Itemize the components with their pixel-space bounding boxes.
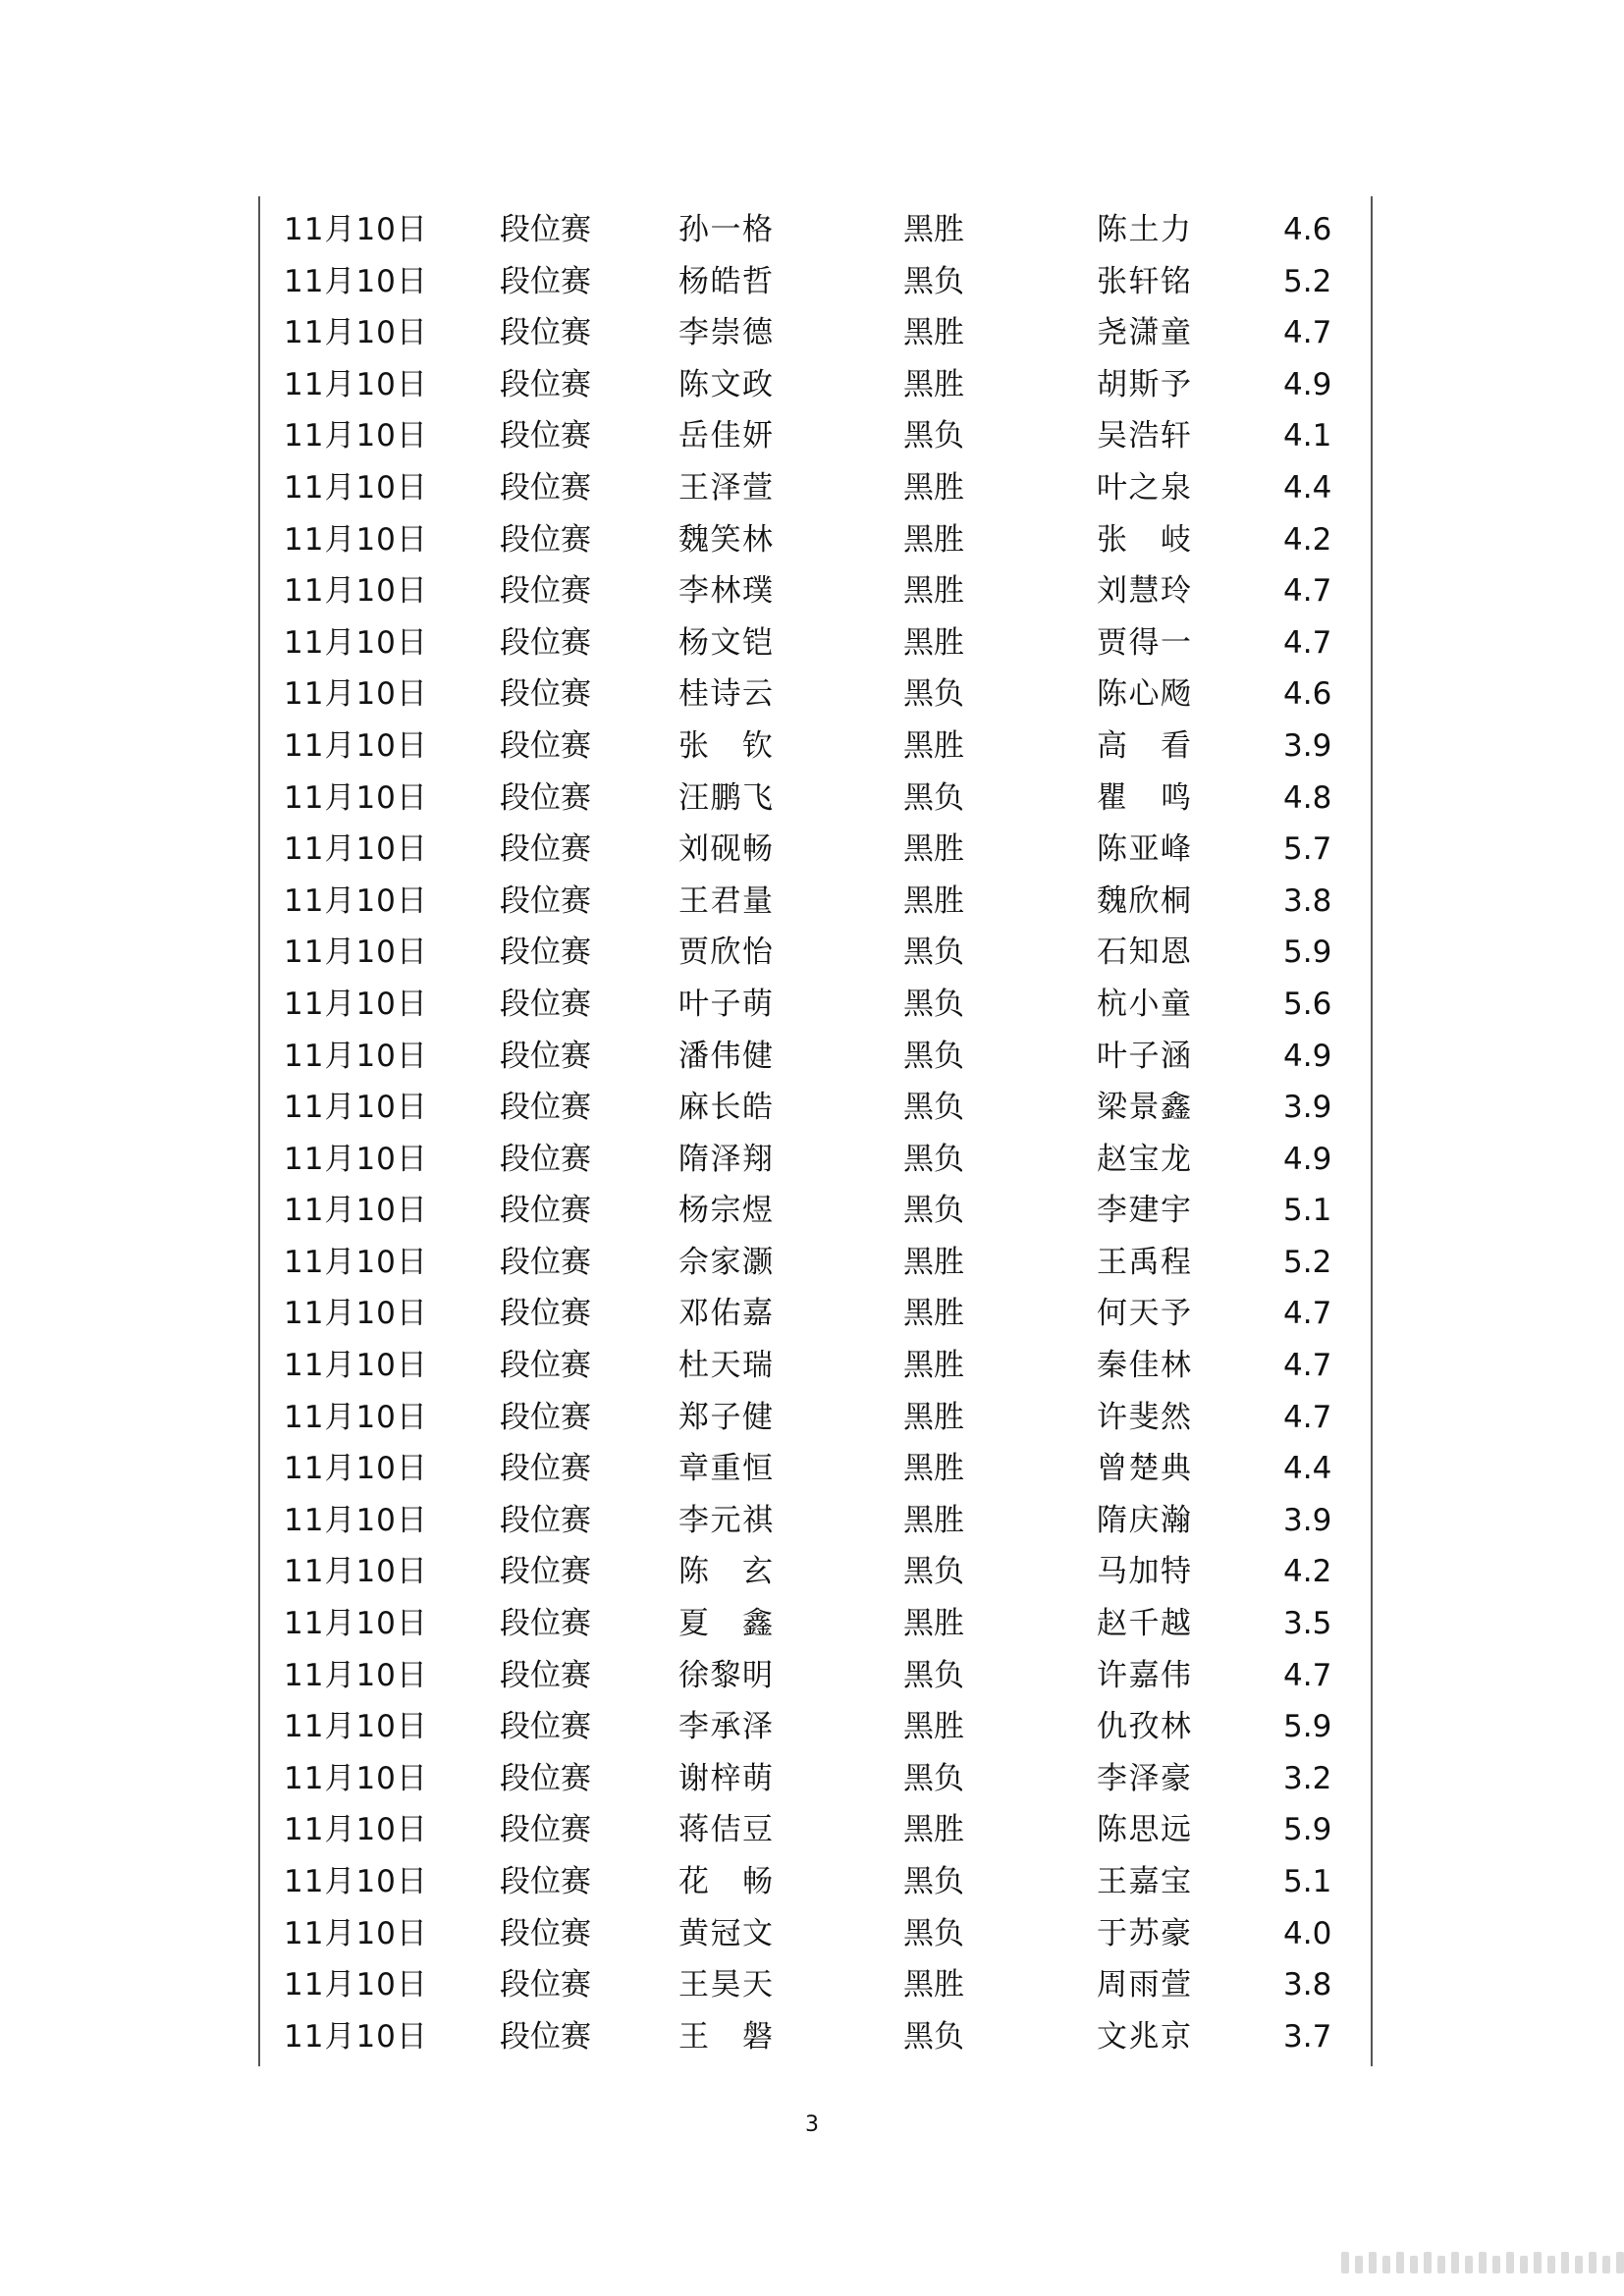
white-player: 王禹程 [1097, 1244, 1191, 1280]
match-date: 11月10日 [284, 986, 428, 1022]
black-player: 王昊天 [678, 1967, 773, 2003]
match-result: 黑胜 [903, 727, 964, 764]
match-score: 4.9 [1283, 1038, 1332, 1074]
white-player: 杭小童 [1097, 986, 1191, 1022]
match-score: 4.7 [1283, 1399, 1332, 1435]
match-type: 段位赛 [500, 1915, 591, 1951]
table-row [260, 876, 1371, 928]
table-row [260, 1959, 1371, 2011]
match-score: 4.6 [1283, 676, 1332, 713]
match-result: 黑胜 [903, 521, 964, 558]
match-date: 11月10日 [284, 676, 428, 713]
white-player: 叶之泉 [1097, 469, 1191, 506]
match-score: 4.7 [1283, 624, 1332, 661]
match-score: 4.4 [1283, 1451, 1332, 1487]
match-score: 3.9 [1283, 727, 1332, 764]
match-type: 段位赛 [500, 624, 591, 661]
match-score: 5.9 [1283, 1709, 1332, 1745]
match-type: 段位赛 [500, 1606, 591, 1642]
match-type: 段位赛 [500, 573, 591, 610]
results-table-body [260, 204, 1371, 2062]
match-type: 段位赛 [500, 1864, 591, 1899]
match-type: 段位赛 [500, 1967, 591, 2003]
table-row [260, 1908, 1371, 1960]
match-result: 黑胜 [903, 1244, 964, 1280]
match-date: 11月10日 [284, 1090, 428, 1126]
match-result: 黑负 [903, 779, 964, 816]
match-type: 段位赛 [500, 366, 591, 402]
table-row [260, 1288, 1371, 1340]
white-player: 赵千越 [1097, 1606, 1191, 1642]
match-type: 段位赛 [500, 1554, 591, 1590]
match-result: 黑负 [903, 1657, 964, 1693]
white-player: 贾得一 [1097, 624, 1191, 661]
match-type: 段位赛 [500, 779, 591, 816]
match-score: 3.7 [1283, 2018, 1332, 2055]
black-player: 叶子萌 [678, 986, 773, 1022]
match-date: 11月10日 [284, 2018, 428, 2055]
table-row [260, 1031, 1371, 1083]
match-result: 黑胜 [903, 624, 964, 661]
match-date: 11月10日 [284, 1399, 428, 1435]
match-type: 段位赛 [500, 1812, 591, 1848]
match-date: 11月10日 [284, 1606, 428, 1642]
table-row [260, 668, 1371, 721]
match-type: 段位赛 [500, 676, 591, 713]
match-type: 段位赛 [500, 1709, 591, 1745]
match-result: 黑负 [903, 1141, 964, 1177]
white-player: 周雨萱 [1097, 1967, 1191, 2003]
match-score: 3.8 [1283, 882, 1332, 919]
match-score: 3.9 [1283, 1502, 1332, 1538]
match-result: 黑负 [903, 1193, 964, 1229]
white-player: 高 看 [1097, 727, 1191, 764]
match-result: 黑胜 [903, 1451, 964, 1487]
white-player: 尧潇童 [1097, 315, 1191, 351]
black-player: 杨宗煜 [678, 1193, 773, 1229]
white-player: 李泽豪 [1097, 1760, 1191, 1796]
match-result: 黑负 [903, 1915, 964, 1951]
match-result: 黑胜 [903, 1709, 964, 1745]
black-player: 李崇德 [678, 315, 773, 351]
match-score: 5.9 [1283, 1812, 1332, 1848]
match-score: 4.1 [1283, 418, 1332, 454]
white-player: 李建宇 [1097, 1193, 1191, 1229]
black-player: 黄冠文 [678, 1915, 773, 1951]
white-player: 许斐然 [1097, 1399, 1191, 1435]
table-row [260, 1340, 1371, 1392]
match-result: 黑胜 [903, 1812, 964, 1848]
match-date: 11月10日 [284, 1967, 428, 2003]
match-date: 11月10日 [284, 521, 428, 558]
match-result: 黑胜 [903, 1348, 964, 1384]
match-result: 黑胜 [903, 1606, 964, 1642]
black-player: 潘伟健 [678, 1038, 773, 1074]
match-type: 段位赛 [500, 986, 591, 1022]
black-player: 郑子健 [678, 1399, 773, 1435]
black-player: 杜天瑞 [678, 1348, 773, 1384]
match-result: 黑胜 [903, 366, 964, 402]
match-result: 黑负 [903, 1038, 964, 1074]
match-score: 3.8 [1283, 1967, 1332, 2003]
match-type: 段位赛 [500, 1760, 591, 1796]
watermark-mark [1341, 2252, 1624, 2273]
match-score: 4.7 [1283, 1657, 1332, 1693]
white-player: 仇孜林 [1097, 1709, 1191, 1745]
match-date: 11月10日 [284, 212, 428, 247]
white-player: 文兆京 [1097, 2018, 1191, 2055]
black-player: 邓佑嘉 [678, 1296, 773, 1332]
table-row [260, 1134, 1371, 1186]
match-type: 段位赛 [500, 831, 591, 868]
black-player: 蒋佶豆 [678, 1812, 773, 1848]
match-score: 3.5 [1283, 1606, 1332, 1642]
match-date: 11月10日 [284, 1709, 428, 1745]
match-score: 5.2 [1283, 263, 1332, 299]
match-type: 段位赛 [500, 882, 591, 919]
black-player: 王泽萱 [678, 469, 773, 506]
match-result: 黑胜 [903, 1296, 964, 1332]
table-row [260, 927, 1371, 979]
match-result: 黑负 [903, 418, 964, 454]
match-score: 4.8 [1283, 779, 1332, 816]
match-date: 11月10日 [284, 1864, 428, 1899]
black-player: 佘家灏 [678, 1244, 773, 1280]
match-result: 黑负 [903, 1090, 964, 1126]
black-player: 王君量 [678, 882, 773, 919]
table-row [260, 773, 1371, 825]
match-score: 4.9 [1283, 1141, 1332, 1177]
table-row [260, 1082, 1371, 1134]
black-player: 孙一格 [678, 212, 773, 247]
match-type: 段位赛 [500, 1244, 591, 1280]
white-player: 隋庆瀚 [1097, 1502, 1191, 1538]
match-result: 黑胜 [903, 831, 964, 868]
white-player: 吴浩轩 [1097, 418, 1191, 454]
table-row [260, 1185, 1371, 1237]
results-table [258, 196, 1373, 2066]
match-date: 11月10日 [284, 1348, 428, 1384]
black-player: 岳佳妍 [678, 418, 773, 454]
black-player: 王 磐 [678, 2018, 773, 2055]
match-result: 黑负 [903, 986, 964, 1022]
match-type: 段位赛 [500, 521, 591, 558]
white-player: 陈亚峰 [1097, 831, 1191, 868]
match-score: 3.9 [1283, 1090, 1332, 1126]
match-date: 11月10日 [284, 366, 428, 402]
match-date: 11月10日 [284, 624, 428, 661]
match-type: 段位赛 [500, 418, 591, 454]
match-type: 段位赛 [500, 1348, 591, 1384]
match-date: 11月10日 [284, 779, 428, 816]
match-type: 段位赛 [500, 1502, 591, 1538]
table-row [260, 721, 1371, 773]
black-player: 杨皓哲 [678, 263, 773, 299]
match-score: 4.7 [1283, 1348, 1332, 1384]
match-date: 11月10日 [284, 263, 428, 299]
table-row [260, 1856, 1371, 1908]
table-row [260, 1650, 1371, 1702]
match-result: 黑负 [903, 934, 964, 971]
white-player: 王嘉宝 [1097, 1864, 1191, 1899]
white-player: 何天予 [1097, 1296, 1191, 1332]
match-date: 11月10日 [284, 1193, 428, 1229]
match-result: 黑胜 [903, 315, 964, 351]
match-type: 段位赛 [500, 1399, 591, 1435]
table-row [260, 1237, 1371, 1289]
table-row [260, 979, 1371, 1031]
match-type: 段位赛 [500, 1038, 591, 1074]
table-row [260, 1495, 1371, 1547]
match-score: 4.7 [1283, 573, 1332, 610]
match-date: 11月10日 [284, 1141, 428, 1177]
match-score: 4.7 [1283, 1296, 1332, 1332]
black-player: 陈 玄 [678, 1554, 773, 1590]
match-type: 段位赛 [500, 1296, 591, 1332]
white-player: 马加特 [1097, 1554, 1191, 1590]
match-date: 11月10日 [284, 573, 428, 610]
match-type: 段位赛 [500, 1451, 591, 1487]
match-result: 黑负 [903, 263, 964, 299]
page-number: 3 [805, 2112, 819, 2137]
black-player: 夏 鑫 [678, 1606, 773, 1642]
black-player: 张 钦 [678, 727, 773, 764]
black-player: 麻长皓 [678, 1090, 773, 1126]
match-date: 11月10日 [284, 882, 428, 919]
match-score: 5.9 [1283, 934, 1332, 971]
white-player: 于苏豪 [1097, 1915, 1191, 1951]
match-date: 11月10日 [284, 469, 428, 506]
black-player: 章重恒 [678, 1451, 773, 1487]
match-date: 11月10日 [284, 1915, 428, 1951]
match-result: 黑胜 [903, 1967, 964, 2003]
match-result: 黑胜 [903, 1399, 964, 1435]
match-date: 11月10日 [284, 1038, 428, 1074]
match-type: 段位赛 [500, 1193, 591, 1229]
black-player: 隋泽翔 [678, 1141, 773, 1177]
match-date: 11月10日 [284, 1657, 428, 1693]
table-row [260, 1598, 1371, 1650]
table-row [260, 1753, 1371, 1805]
match-date: 11月10日 [284, 1451, 428, 1487]
match-score: 4.2 [1283, 1554, 1332, 1590]
black-player: 谢梓萌 [678, 1760, 773, 1796]
white-player: 陈思远 [1097, 1812, 1191, 1848]
match-result: 黑胜 [903, 469, 964, 506]
match-type: 段位赛 [500, 315, 591, 351]
black-player: 杨文铠 [678, 624, 773, 661]
match-date: 11月10日 [284, 1244, 428, 1280]
white-player: 梁景鑫 [1097, 1090, 1191, 1126]
white-player: 刘慧玲 [1097, 573, 1191, 610]
match-result: 黑负 [903, 2018, 964, 2055]
white-player: 许嘉伟 [1097, 1657, 1191, 1693]
match-result: 黑胜 [903, 212, 964, 247]
table-row [260, 1392, 1371, 1444]
match-score: 4.6 [1283, 212, 1332, 247]
match-type: 段位赛 [500, 934, 591, 971]
table-row [260, 617, 1371, 669]
match-score: 5.7 [1283, 831, 1332, 868]
table-row [260, 1443, 1371, 1495]
table-row [260, 256, 1371, 308]
black-player: 魏笑林 [678, 521, 773, 558]
black-player: 李承泽 [678, 1709, 773, 1745]
table-row [260, 462, 1371, 514]
match-date: 11月10日 [284, 1812, 428, 1848]
white-player: 张 岐 [1097, 521, 1191, 558]
table-row [260, 2011, 1371, 2063]
black-player: 徐黎明 [678, 1657, 773, 1693]
match-type: 段位赛 [500, 727, 591, 764]
match-score: 4.4 [1283, 469, 1332, 506]
match-type: 段位赛 [500, 263, 591, 299]
match-date: 11月10日 [284, 315, 428, 351]
match-date: 11月10日 [284, 1554, 428, 1590]
match-type: 段位赛 [500, 1141, 591, 1177]
white-player: 曾楚典 [1097, 1451, 1191, 1487]
table-row [260, 1804, 1371, 1856]
match-score: 4.7 [1283, 315, 1332, 351]
match-date: 11月10日 [284, 1502, 428, 1538]
white-player: 张轩铭 [1097, 263, 1191, 299]
white-player: 秦佳林 [1097, 1348, 1191, 1384]
black-player: 贾欣怡 [678, 934, 773, 971]
table-row [260, 565, 1371, 617]
white-player: 陈土力 [1097, 212, 1191, 247]
table-row [260, 359, 1371, 411]
match-result: 黑负 [903, 1554, 964, 1590]
white-player: 胡斯予 [1097, 366, 1191, 402]
match-date: 11月10日 [284, 1296, 428, 1332]
white-player: 叶子涵 [1097, 1038, 1191, 1074]
match-result: 黑负 [903, 676, 964, 713]
match-score: 4.9 [1283, 366, 1332, 402]
match-result: 黑胜 [903, 573, 964, 610]
match-type: 段位赛 [500, 469, 591, 506]
match-result: 黑胜 [903, 1502, 964, 1538]
match-type: 段位赛 [500, 1657, 591, 1693]
table-row [260, 514, 1371, 566]
white-player: 赵宝龙 [1097, 1141, 1191, 1177]
match-score: 5.2 [1283, 1244, 1332, 1280]
black-player: 李林璞 [678, 573, 773, 610]
table-row [260, 824, 1371, 876]
table-row [260, 307, 1371, 359]
match-date: 11月10日 [284, 831, 428, 868]
match-result: 黑胜 [903, 882, 964, 919]
match-score: 5.1 [1283, 1864, 1332, 1899]
black-player: 汪鹏飞 [678, 779, 773, 816]
match-date: 11月10日 [284, 934, 428, 971]
match-score: 4.2 [1283, 521, 1332, 558]
match-date: 11月10日 [284, 418, 428, 454]
table-row [260, 1701, 1371, 1753]
match-date: 11月10日 [284, 727, 428, 764]
black-player: 李元祺 [678, 1502, 773, 1538]
match-result: 黑负 [903, 1864, 964, 1899]
table-row [260, 1546, 1371, 1598]
match-score: 4.0 [1283, 1915, 1332, 1951]
table-row [260, 410, 1371, 462]
match-result: 黑负 [903, 1760, 964, 1796]
white-player: 石知恩 [1097, 934, 1191, 971]
match-score: 5.1 [1283, 1193, 1332, 1229]
white-player: 瞿 鸣 [1097, 779, 1191, 816]
white-player: 魏欣桐 [1097, 882, 1191, 919]
black-player: 刘砚畅 [678, 831, 773, 868]
table-row [260, 204, 1371, 256]
match-date: 11月10日 [284, 1760, 428, 1796]
match-type: 段位赛 [500, 212, 591, 247]
black-player: 陈文政 [678, 366, 773, 402]
white-player: 陈心飏 [1097, 676, 1191, 713]
black-player: 桂诗云 [678, 676, 773, 713]
match-type: 段位赛 [500, 2018, 591, 2055]
match-score: 5.6 [1283, 986, 1332, 1022]
black-player: 花 畅 [678, 1864, 773, 1899]
match-score: 3.2 [1283, 1760, 1332, 1796]
match-type: 段位赛 [500, 1090, 591, 1126]
